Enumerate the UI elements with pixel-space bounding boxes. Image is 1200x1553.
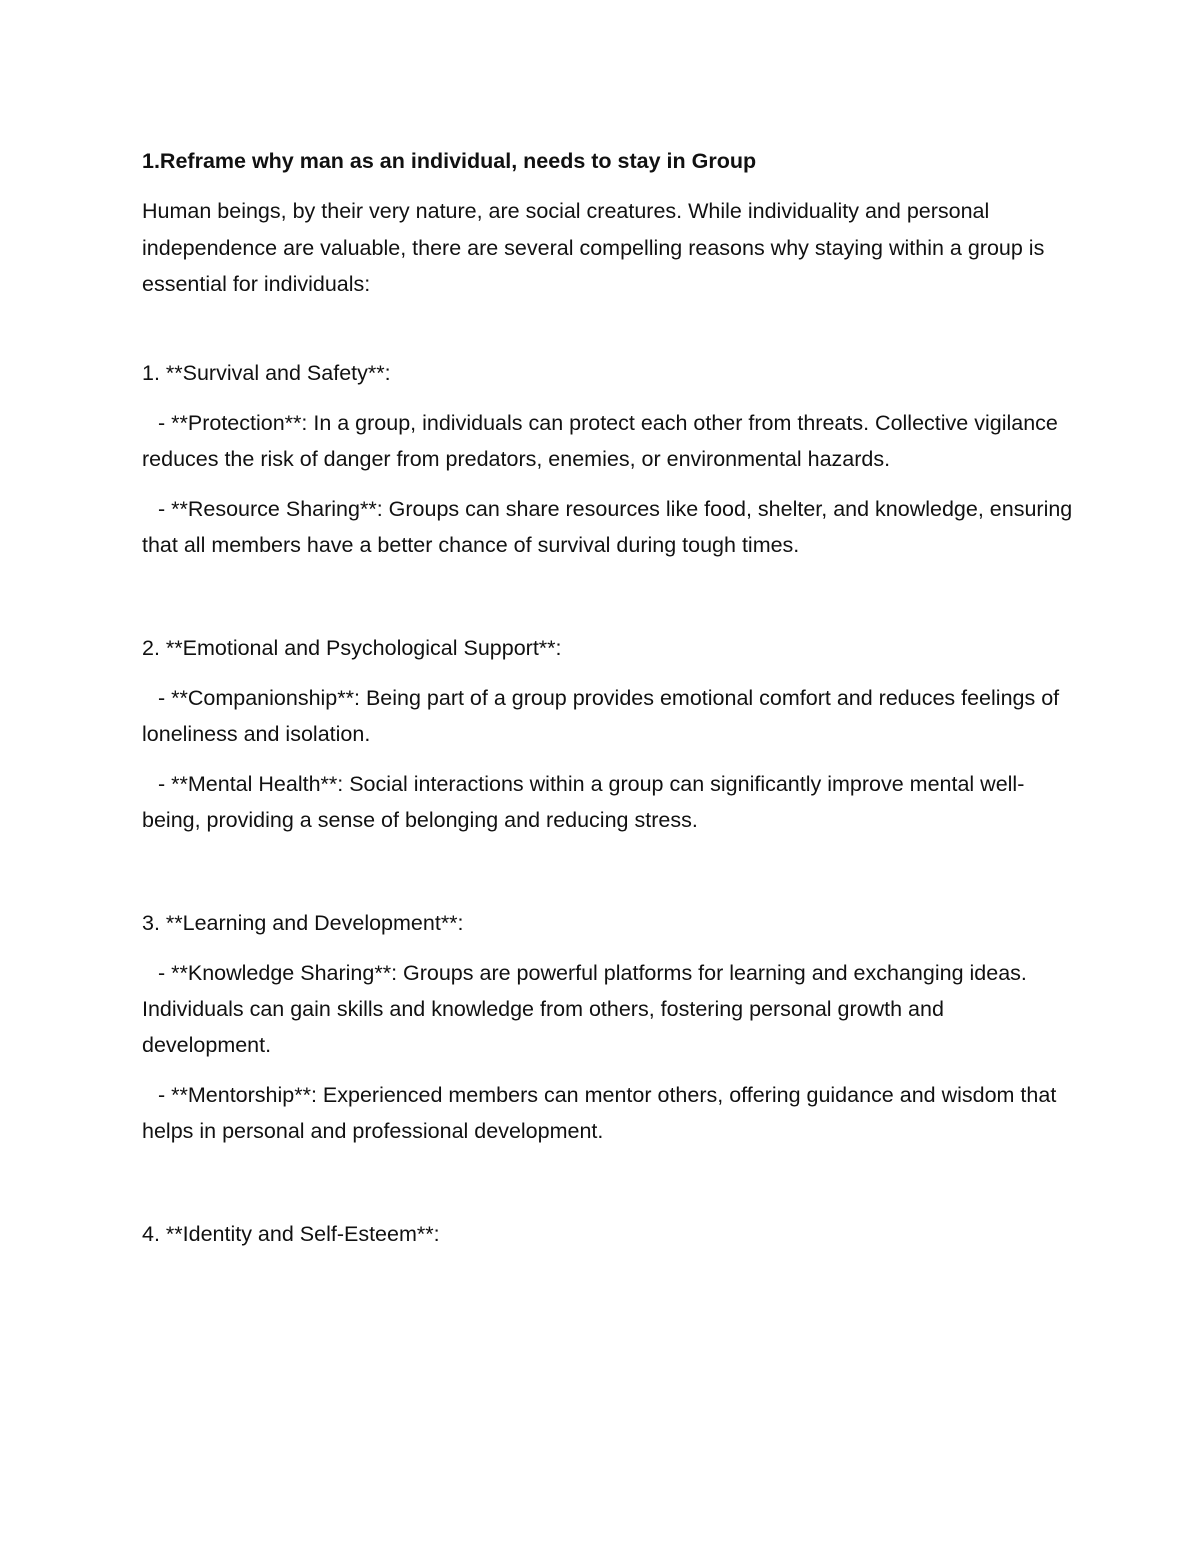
section-heading-identity: 4. **Identity and Self-Esteem**: bbox=[142, 1221, 440, 1246]
intro-paragraph: Human beings, by their very nature, are social creatures. While individuality and personal independence are valuable, there are several compelling reasons why staying within a group is essential for individuals: bbox=[142, 199, 1045, 296]
bullet-protection: - **Protection**: In a group, individuals can protect each other from threats. Collective vigilance reduces the risk of danger from predators, enemies, or environmental hazards. bbox=[142, 410, 1058, 471]
section-heading-learning: 3. **Learning and Development**: bbox=[142, 910, 464, 935]
bullet-mental-health: - **Mental Health**: Social interactions within a group can significantly improve mental well-being, providing a sense of belonging and reducing stress. bbox=[142, 771, 1025, 832]
section-heading-emotional: 2. **Emotional and Psychological Support**: bbox=[142, 635, 562, 660]
bullet-knowledge-sharing: - **Knowledge Sharing**: Groups are powerful platforms for learning and exchanging ideas. Individuals can gain skills and knowledge from others, fostering personal growth and development. bbox=[142, 960, 1027, 1057]
bullet-resource-sharing: - **Resource Sharing**: Groups can share resources like food, shelter, and knowledge, ensuring that all members have a better chance of survival during tough times. bbox=[142, 496, 1073, 557]
bullet-mentorship: - **Mentorship**: Experienced members can mentor others, offering guidance and wisdom that helps in personal and professional development. bbox=[142, 1082, 1057, 1143]
section-heading-survival: 1. **Survival and Safety**: bbox=[142, 360, 391, 385]
document-page bbox=[142, 143, 1077, 1252]
document-title: 1.Reframe why man as an individual, needs to stay in Group bbox=[142, 149, 757, 173]
bullet-companionship: - **Companionship**: Being part of a group provides emotional comfort and reduces feelings of loneliness and isolation. bbox=[142, 685, 1060, 746]
